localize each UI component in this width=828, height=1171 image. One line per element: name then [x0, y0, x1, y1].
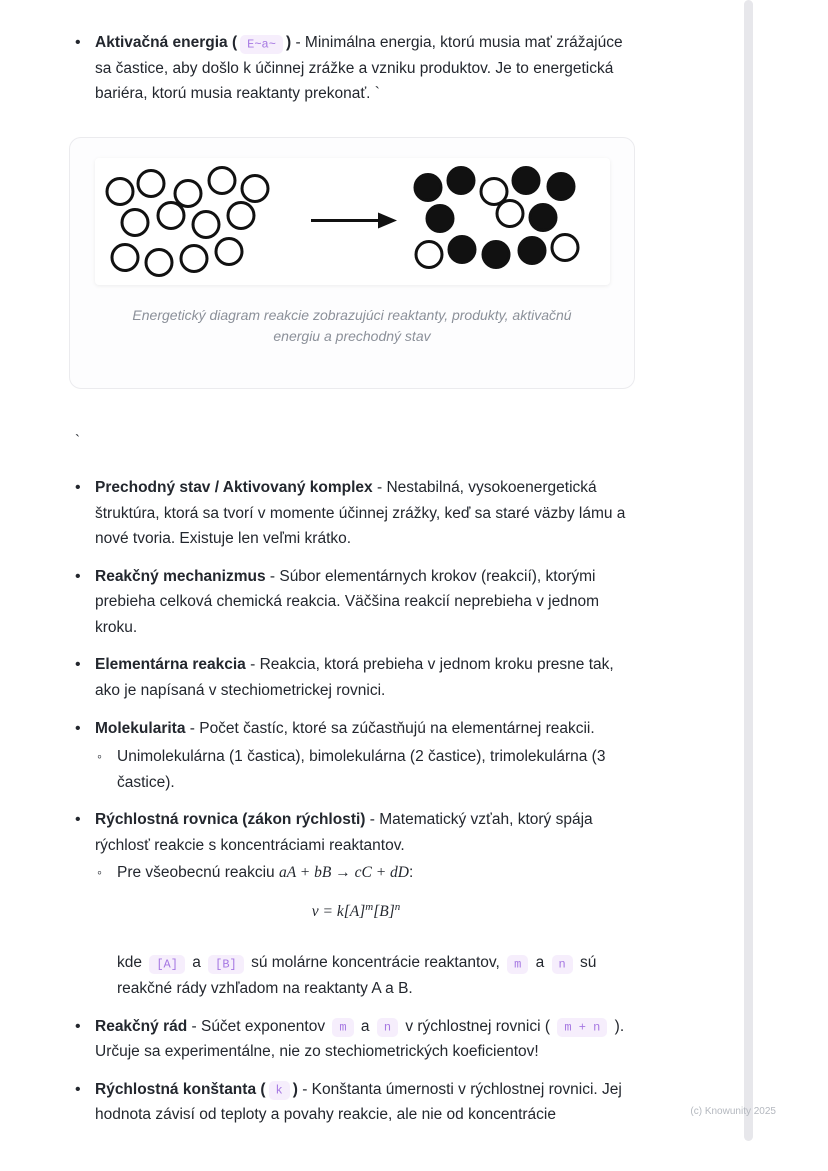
text-segment-text: a: [531, 954, 549, 972]
bullet-rychlostna-konstanta: [75, 1077, 637, 1128]
text-segment-bold: Elementárna reakcia: [95, 656, 246, 674]
bullet-molekularita: [75, 716, 637, 742]
product-molecule: [513, 167, 539, 193]
text-segment-math: v = k[A]: [311, 902, 366, 920]
reactant-molecule: [416, 241, 442, 267]
text-segment-bold: Prechodný stav / Aktivovaný komplex: [95, 479, 373, 497]
bullet-aktivacna-energia: [75, 30, 637, 107]
copyright: (c) Knowunity 2025: [690, 1106, 776, 1117]
text-segment-sup: m: [365, 900, 374, 913]
list-item-text: [75, 898, 637, 925]
text-segment-bold: Reakčný mechanizmus: [95, 567, 266, 585]
reactant-molecule: [228, 202, 254, 228]
bullet-marker: [75, 1014, 95, 1040]
list-item-text: [95, 475, 637, 552]
text-segment-text: - Minimálna energia, ktorú musia mať zrážajúce sa častice, aby došlo k účinnej zrážke a vzniku produktov. Je to energetická bariéra, ktorú musia reaktanty prekonať. `: [95, 34, 623, 103]
list-item-text: [95, 652, 637, 703]
sub-bullet-molekularita-types: [97, 744, 637, 795]
text-segment-bold: Rýchlostná rovnica (zákon rýchlosti): [95, 811, 366, 829]
reactant-molecule: [138, 170, 164, 196]
reactant-molecule: [242, 175, 268, 201]
product-circles: [415, 167, 578, 267]
list-item-text: [95, 1077, 637, 1128]
reactant-molecule: [193, 211, 219, 237]
text-segment-code: E~a~: [240, 35, 283, 54]
text-segment-code: m: [332, 1018, 353, 1037]
product-molecule: [483, 241, 509, 267]
text-segment-bold: Aktivačná energia (: [95, 34, 238, 51]
reactant-molecule: [181, 245, 207, 271]
text-segment-text: sú reakčné rády vzhľadom na reaktanty A a B.: [117, 954, 597, 998]
text-segment-text: - Počet častíc, ktoré sa zúčastňujú na elementárnej reakcii.: [185, 719, 595, 737]
text-segment-text: - Súbor elementárnych krokov (reakcií), ktorými prebieha celková chemická reakcia. Väčšina reakcií neprebieha v jednom kroku.: [95, 567, 600, 636]
text-segment-code: n: [377, 1018, 398, 1037]
product-molecule: [519, 237, 545, 263]
reactant-molecule: [209, 167, 235, 193]
bullet-marker: [75, 652, 95, 678]
notes-content: [75, 30, 637, 1128]
text-segment-text: - Matematický vzťah, ktorý spája rýchlosť reakcie s koncentráciami reaktantov.: [95, 811, 593, 854]
product-molecule: [448, 167, 474, 193]
text-segment-bold: ): [285, 34, 292, 51]
reactant-molecule: [122, 209, 148, 235]
list-item-text: [117, 744, 637, 795]
bullet-marker: [75, 475, 95, 501]
text-segment-text: ). Určuje sa experimentálne, nie zo stechiometrických koeficientov!: [95, 1017, 625, 1061]
reactant-molecule: [216, 238, 242, 264]
bullet-reakcny-rad: [75, 1014, 637, 1065]
scrollbar-thumb[interactable]: [744, 0, 753, 1141]
bullet-marker: [75, 564, 95, 590]
reactant-molecule: [146, 249, 172, 275]
reactant-molecule: [481, 178, 507, 204]
text-segment-math: aA + bB → cC + dD: [278, 864, 409, 882]
list-item-text: [95, 716, 637, 742]
bullet-list-main: [75, 475, 637, 1128]
reactant-molecule: [112, 244, 138, 270]
reactant-molecule: [497, 200, 523, 226]
note-kde-koncentracie: [97, 950, 637, 1001]
text-segment-bold: Molekularita: [95, 719, 186, 737]
reactant-molecule: [175, 180, 201, 206]
text-segment-bold: Rýchlostná konštanta (: [95, 1080, 266, 1098]
bullet-marker: [75, 716, 95, 742]
text-segment-text: :: [408, 864, 414, 882]
stray-backtick: `: [75, 432, 80, 450]
text-segment-code: n: [552, 955, 573, 974]
bullet-marker: [75, 30, 95, 56]
text-segment-code: m: [507, 955, 528, 974]
product-molecule: [548, 173, 574, 199]
product-molecule: [530, 204, 556, 230]
reactant-molecule: [552, 234, 578, 260]
bullet-reakcny-mechanizmus: [75, 564, 637, 641]
bullet-prechodny-stav: [75, 475, 637, 552]
bullet-list-top: [75, 30, 637, 107]
product-molecule: [415, 174, 441, 200]
text-segment-text: Unimolekulárna (1 častica), bimolekulárna (2 častice), trimolekulárna (3 častice).: [117, 747, 606, 791]
bullet-elementarna-reakcia: [75, 652, 637, 703]
math-rate-equation: [75, 898, 637, 925]
reactant-molecule: [107, 178, 133, 204]
list-item-text: [95, 1014, 637, 1065]
figure-caption: Energetický diagram reakcie zobrazujúci reaktanty, produkty, aktivačnú energiu a prechodný stav: [132, 306, 572, 345]
reaction-arrow: [311, 212, 397, 228]
text-segment-text: v rýchlostnej rovnici (: [401, 1017, 555, 1035]
text-segment-math: [B]: [373, 902, 395, 920]
text-segment-code: k: [269, 1081, 290, 1100]
text-segment-bold: Reakčný rád: [95, 1017, 188, 1035]
list-item-text: [95, 564, 637, 641]
reactant-circles: [107, 167, 268, 275]
text-segment-sup: n: [394, 900, 401, 913]
bullet-marker: [97, 744, 117, 770]
text-segment-text: - Konštanta úmernosti v rýchlostnej rovnici. Jej hodnota závisí od teploty a povahy reakcie, ale nie od koncentrácie: [95, 1080, 622, 1124]
list-item-text: [95, 807, 637, 858]
list-item-text: [95, 30, 637, 107]
text-segment-text: sú molárne koncentrácie reaktantov,: [246, 954, 505, 972]
reactant-molecule: [158, 202, 184, 228]
text-segment-bold: ): [292, 1080, 298, 1098]
product-molecule: [427, 205, 453, 231]
bullet-marker: [75, 807, 95, 833]
bullet-marker: [75, 1077, 95, 1103]
text-segment-code: m + n: [557, 1018, 607, 1037]
figure-card: [69, 137, 635, 389]
text-segment-text: - Súčet exponentov: [187, 1017, 330, 1035]
text-segment-text: kde: [117, 954, 147, 972]
text-segment-text: - Nestabilná, vysokoenergetická štruktúra, ktorá sa tvorí v momente účinnej zrážky, keď sa staré väzby lámu a nové tvoria. Existuje len veľmi krátko.: [95, 479, 626, 548]
bullet-marker: [97, 860, 117, 886]
sub-bullet-vseobecna-reakcia: [97, 860, 637, 886]
text-segment-text: a: [187, 954, 206, 972]
text-segment-text: a: [356, 1017, 374, 1035]
text-segment-code: [B]: [208, 955, 244, 974]
text-segment-text: Pre všeobecnú reakciu: [117, 864, 279, 882]
list-item-text: [117, 950, 637, 1001]
reaction-diagram-image: [95, 158, 610, 285]
product-molecule: [449, 236, 475, 262]
bullet-rychlostna-rovnica: [75, 807, 637, 858]
list-item-text: [117, 860, 637, 886]
text-segment-text: - Reakcia, ktorá prebieha v jednom kroku presne tak, ako je napísaná v stechiometrickej rovnici.: [95, 656, 614, 699]
text-segment-code: [A]: [149, 955, 185, 974]
reaction-diagram-svg: [95, 158, 610, 285]
